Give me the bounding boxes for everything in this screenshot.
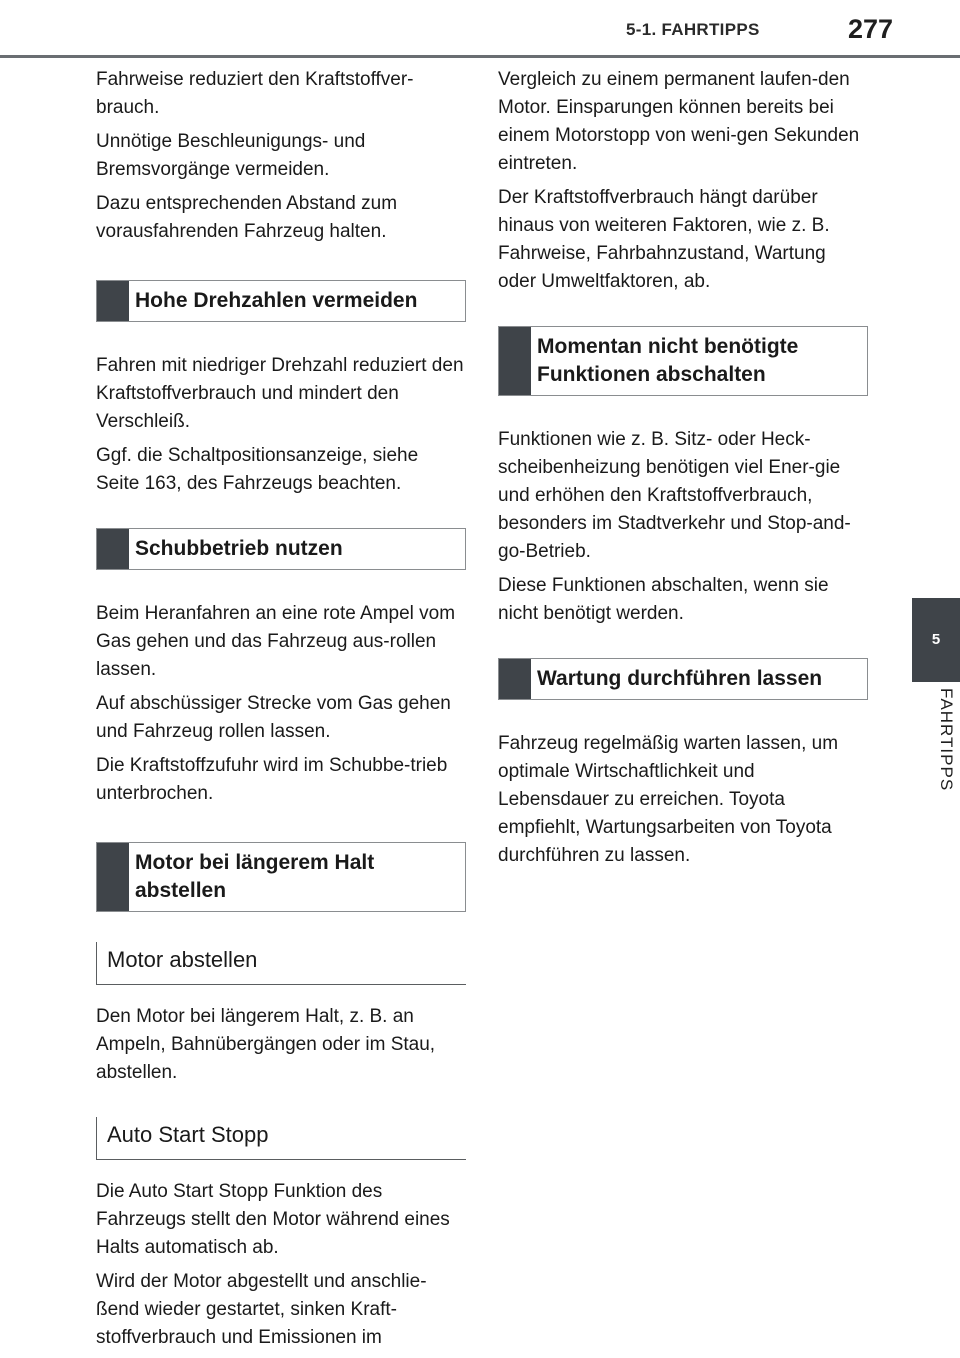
heading-marker — [97, 843, 129, 911]
paragraph: Unnötige Beschleunigungs- und Bremsvorgänge vermeiden. — [96, 131, 366, 180]
section-heading: Hohe Drehzahlen vermeiden — [135, 289, 418, 312]
heading-marker — [499, 659, 531, 699]
right-column — [498, 66, 868, 876]
left-column — [96, 66, 466, 1358]
section-title: 5-1. FAHRTIPPS — [626, 20, 760, 39]
paragraph: Fahrweise reduziert den Kraftstoffver-brauch. — [96, 69, 414, 118]
paragraph: Die Auto Start Stopp Funktion des Fahrzeugs stellt den Motor während eines Halts automatisch ab. — [96, 1181, 450, 1258]
page-number: 277 — [848, 14, 894, 44]
section-heading: Motor bei längerem Halt abstellen — [135, 851, 375, 902]
paragraph: Die Kraftstoffzufuhr wird im Schubbe-trieb unterbrochen. — [96, 755, 448, 804]
heading-marker — [97, 281, 129, 321]
subsection-heading: Auto Start Stopp — [96, 1117, 466, 1160]
paragraph: Fahrzeug regelmäßig warten lassen, um optimale Wirtschaftlichkeit und Lebensdauer zu erreichen. Toyota empfiehlt, Wartungsarbeiten von Toyota durchführen zu lassen. — [498, 733, 839, 866]
section-heading-box — [96, 280, 466, 322]
paragraph: Fahren mit niedriger Drehzahl reduziert den Kraftstoffverbrauch und mindert den Verschleiß. — [96, 355, 464, 432]
paragraph: Vergleich zu einem permanent laufen-den Motor. Einsparungen können bereits bei einem Motorstopp von weni-gen Sekunden eintreten. — [498, 69, 860, 174]
paragraph: Ggf. die Schaltpositionsanzeige, siehe Seite 163, des Fahrzeugs beachten. — [96, 445, 419, 494]
chapter-label: FAHRTIPPS — [937, 688, 956, 792]
subsection-heading: Motor abstellen — [96, 942, 466, 985]
section-heading-box — [498, 658, 868, 700]
paragraph: Der Kraftstoffverbrauch hängt darüber hinaus von weiteren Faktoren, wie z. B. Fahrweise, Fahrbahnzustand, Wartung oder Umweltfaktoren, ab. — [498, 187, 830, 292]
section-heading: Schubbetrieb nutzen — [135, 537, 343, 560]
section-heading: Wartung durchführen lassen — [537, 667, 823, 690]
header-rule — [0, 55, 960, 58]
heading-marker — [97, 529, 129, 569]
paragraph: Beim Heranfahren an eine rote Ampel vom Gas gehen und das Fahrzeug aus-rollen lassen. — [96, 603, 456, 680]
section-heading-box — [498, 326, 868, 396]
paragraph: Den Motor bei längerem Halt, z. B. an Ampeln, Bahnübergängen oder im Stau, abstellen. — [96, 1006, 436, 1083]
paragraph: Diese Funktionen abschalten, wenn sie nicht benötigt werden. — [498, 575, 829, 624]
paragraph: Dazu entsprechenden Abstand zum vorausfahrenden Fahrzeug halten. — [96, 193, 398, 242]
paragraph: Wird der Motor abgestellt und anschlie-ßend wieder gestartet, sinken Kraft-stoffverbrauch und Emissionen im — [96, 1271, 427, 1348]
heading-marker — [499, 327, 531, 395]
paragraph: Auf abschüssiger Strecke vom Gas gehen und Fahrzeug rollen lassen. — [96, 693, 451, 742]
chapter-tab: 5 — [912, 598, 960, 682]
section-heading-box — [96, 842, 466, 912]
paragraph: Funktionen wie z. B. Sitz- oder Heck-scheibenheizung benötigen viel Ener-gie und erhöhen den Kraftstoffverbrauch, besonders im Stadtverkehr und Stop-and-go-Betrieb. — [498, 429, 851, 562]
section-heading: Momentan nicht benötigte Funktionen abschalten — [537, 335, 799, 386]
section-heading-box — [96, 528, 466, 570]
